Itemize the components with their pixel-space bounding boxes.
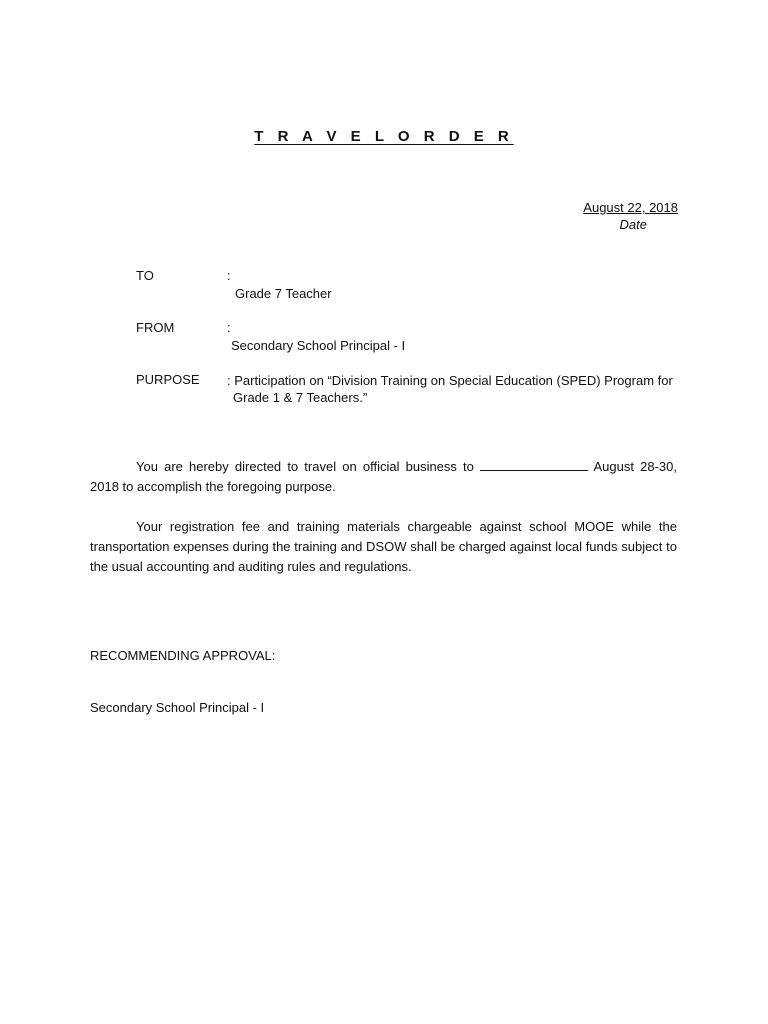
destination-blank — [480, 458, 588, 471]
from-colon: : — [227, 320, 231, 335]
purpose-value — [227, 372, 677, 406]
document-title: T R A V E L O R D E R — [254, 128, 514, 145]
date-value: August 22, 2018 — [583, 200, 678, 215]
paragraph-expenses: Your registration fee and training materials chargeable against school MOOE while the transportation expenses during the training and DSOW shall be charged against local funds subject to the usual accounting and auditing rules and regulations. — [90, 519, 677, 574]
from-value: Secondary School Principal - I — [231, 338, 406, 353]
from-label: FROM — [136, 320, 175, 335]
date-caption: Date — [619, 217, 647, 232]
to-colon: : — [227, 268, 231, 283]
paragraph-directive — [90, 457, 677, 497]
to-value: Grade 7 Teacher — [235, 286, 332, 301]
date-block — [518, 199, 678, 233]
purpose-label: PURPOSE — [136, 372, 200, 387]
to-label: TO — [136, 268, 154, 283]
signer-title: Secondary School Principal - I — [90, 700, 265, 715]
directive-start: You are hereby directed to travel on official business to — [136, 459, 474, 474]
purpose-line-2: Grade 1 & 7 Teachers.” — [233, 390, 368, 405]
directive-end: August 28-30, 2018 to accomplish the foregoing purpose. — [90, 459, 677, 494]
purpose-line-1: : Participation on “Division Training on Special Education (SPED) Program for — [227, 373, 673, 388]
recommending-approval: RECOMMENDING APPROVAL: — [90, 648, 276, 663]
